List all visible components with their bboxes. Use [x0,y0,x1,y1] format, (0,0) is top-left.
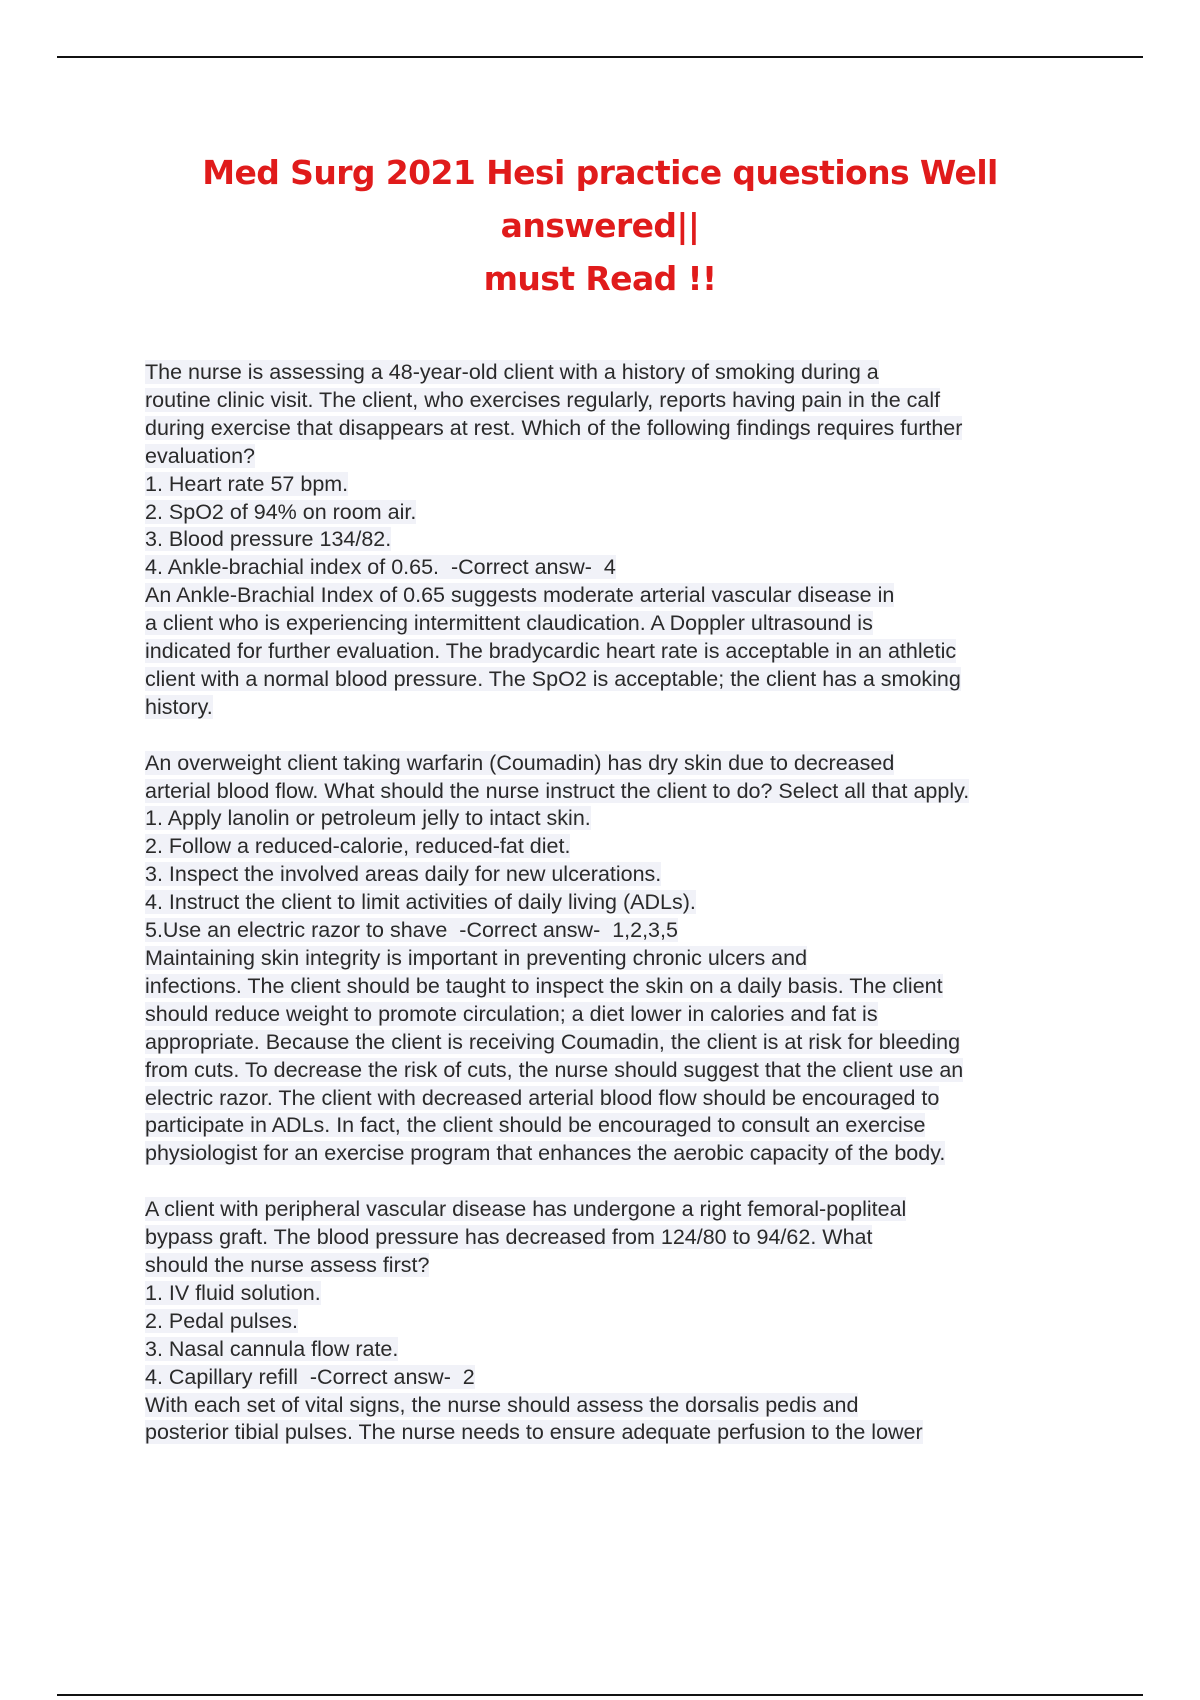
answer-option [145,1280,1145,1308]
question-stem-line-text: during exercise that disappears at rest. Which of the following findings requires further [145,415,963,440]
answer-option-text: 5.Use an electric razor to shave -Correct answ- 1,2,3,5 [145,918,678,943]
bottom-rule [57,1694,1143,1696]
answer-option-text: 2. Follow a reduced-calorie, reduced-fat diet. [145,834,571,859]
rationale-line [145,638,1145,666]
question-stem-line [145,750,1145,778]
question-stem-line [145,387,1145,415]
question-stem-line-text: An overweight client taking warfarin (Coumadin) has dry skin due to decreased [145,750,895,775]
answer-option [145,554,1145,582]
rationale-line-text: posterior tibial pulses. The nurse needs to ensure adequate perfusion to the lower [145,1420,923,1445]
question-stem-line-text: arterial blood flow. What should the nurse instruct the client to do? Select all that apply. [145,778,970,803]
rationale-line [145,973,1145,1001]
rationale-line [145,1057,1145,1085]
question-stem-line-text: routine clinic visit. The client, who exercises regularly, reports having pain in the calf [145,387,941,412]
answer-option-text: 3. Inspect the involved areas daily for new ulcerations. [145,862,662,887]
question-stem-line [145,1196,1145,1224]
question-stem-line [145,443,1145,471]
answer-option-text: 1. Apply lanolin or petroleum jelly to intact skin. [145,806,591,831]
rationale-line [145,1140,1145,1168]
rationale-line-text: infections. The client should be taught to inspect the skin on a daily basis. The client [145,973,943,998]
rationale-line [145,1085,1145,1113]
rationale-line [145,582,1145,610]
rationale-line-text: from cuts. To decrease the risk of cuts, the nurse should suggest that the client use an [145,1057,964,1082]
document-body [145,359,1145,1475]
answer-option-text: 2. Pedal pulses. [145,1308,298,1333]
answer-option-text: 4. Ankle-brachial index of 0.65. -Correct answ- 4 [145,555,616,580]
question-stem-line [145,359,1145,387]
question-stem-line-text: evaluation? [145,443,255,468]
answer-option [145,526,1145,554]
answer-option-text: 2. SpO2 of 94% on room air. [145,499,417,524]
title-line: must Read !! [483,259,717,298]
question-stem-line [145,1252,1145,1280]
rationale-line-text: electric razor. The client with decreased arterial blood flow should be encouraged to [145,1085,940,1110]
rationale-line [145,945,1145,973]
answer-option-text: 3. Blood pressure 134/82. [145,527,392,552]
rationale-line-text: should reduce weight to promote circulation; a diet lower in calories and fat is [145,1001,878,1026]
answer-option [145,917,1145,945]
answer-option [145,889,1145,917]
answer-option-text: 3. Nasal cannula flow rate. [145,1336,399,1361]
answer-option [145,833,1145,861]
rationale-line [145,1112,1145,1140]
rationale-line-text: With each set of vital signs, the nurse should assess the dorsalis pedis and [145,1392,859,1417]
answer-option [145,861,1145,889]
question-stem-line-text: should the nurse assess first? [145,1252,430,1277]
rationale-line-text: a client who is experiencing intermittent claudication. A Doppler ultrasound is [145,611,873,636]
document-title [110,146,1090,305]
rationale-line [145,1419,1145,1447]
rationale-line-text: participate in ADLs. In fact, the client should be encouraged to consult an exercise [145,1113,926,1138]
rationale-line-text: Maintaining skin integrity is important in preventing chronic ulcers and [145,946,808,971]
answer-option [145,499,1145,527]
rationale-line-text: indicated for further evaluation. The bradycardic heart rate is acceptable in an athletic [145,639,957,664]
rationale-line [145,1001,1145,1029]
answer-option-text: 1. Heart rate 57 bpm. [145,471,349,496]
answer-option-text: 4. Instruct the client to limit activities of daily living (ADLs). [145,890,696,915]
rationale-line [145,1029,1145,1057]
answer-option-text: 4. Capillary refill -Correct answ- 2 [145,1364,475,1389]
question-stem-line-text: bypass graft. The blood pressure has decreased from 124/80 to 94/62. What [145,1225,873,1250]
answer-option [145,805,1145,833]
rationale-line-text: history. [145,694,213,719]
question-block [145,359,1145,722]
answer-option [145,1308,1145,1336]
rationale-line-text: physiologist for an exercise program that enhances the aerobic capacity of the body. [145,1141,946,1166]
rationale-line [145,694,1145,722]
title-line: Med Surg 2021 Hesi practice questions Well answered|| [202,153,998,245]
rationale-line-text: client with a normal blood pressure. The SpO2 is acceptable; the client has a smoking [145,666,961,691]
rationale-line-text: appropriate. Because the client is receiving Coumadin, the client is at risk for bleeding [145,1029,961,1054]
rationale-line [145,666,1145,694]
question-stem-line-text: A client with peripheral vascular disease has undergone a right femoral-popliteal [145,1197,907,1222]
question-stem-line [145,415,1145,443]
answer-option [145,1364,1145,1392]
rationale-line [145,610,1145,638]
question-stem-line [145,778,1145,806]
top-rule [57,56,1143,58]
question-stem-line [145,1224,1145,1252]
rationale-line-text: An Ankle-Brachial Index of 0.65 suggests moderate arterial vascular disease in [145,583,895,608]
answer-option-text: 1. IV fluid solution. [145,1280,321,1305]
question-block [145,750,1145,1169]
answer-option [145,471,1145,499]
question-stem-line-text: The nurse is assessing a 48-year-old client with a history of smoking during a [145,360,879,384]
rationale-line [145,1392,1145,1420]
answer-option [145,1336,1145,1364]
question-block [145,1196,1145,1447]
